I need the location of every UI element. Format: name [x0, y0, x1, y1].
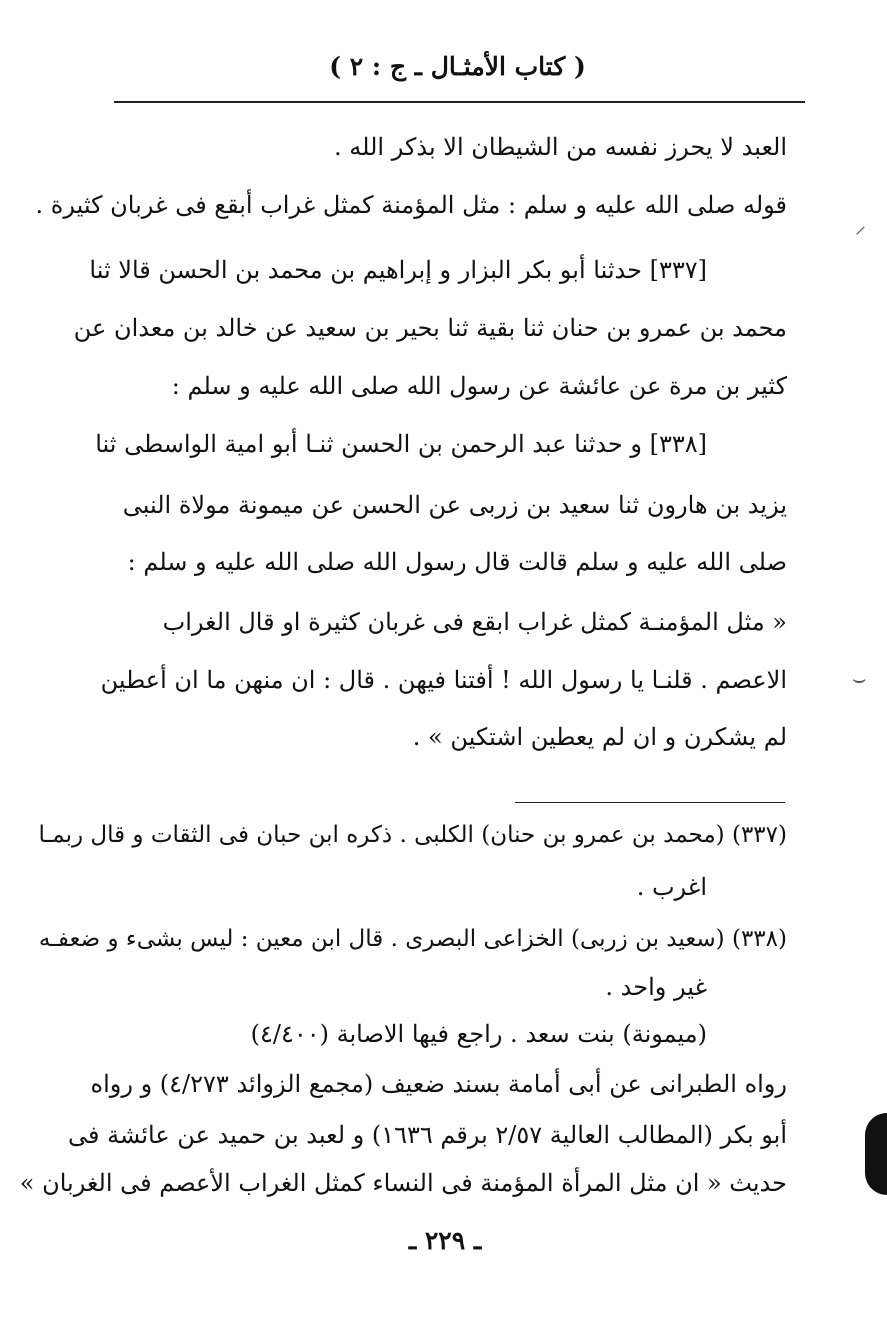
footnote-takhrij: أبو بكر (المطالب العالية ٢/٥٧ برقم ١٦٣٦) و لعبد بن حميد عن عائشة فى — [67, 1121, 787, 1149]
body-line-matn: « مثل المؤمنـة كمثل غراب ابقع فى غربان كثيرة او قال الغراب — [162, 608, 787, 636]
footnote-divider — [515, 802, 785, 803]
body-line-hadith-338: [٣٣٨] و حدثنا عبد الرحمن بن الحسن ثنـا أبو امية الواسطى ثنا — [95, 430, 707, 458]
scan-edge-blot — [865, 1113, 887, 1195]
footnote-takhrij: حديث « ان مثل المرأة المؤمنة فى النساء كمثل الغراب الأعصم فى الغربان » — [19, 1169, 787, 1197]
footnote-takhrij: رواه الطبرانى عن أبى أمامة بسند ضعيف (مجمع الزوائد ٤/٢٧٣) و رواه — [90, 1070, 787, 1098]
body-line: كثير بن مرة عن عائشة عن رسول الله صلى الله عليه و سلم : — [171, 372, 787, 400]
body-line-matn: الاعصم . قلنـا يا رسول الله ! أفتنا فيهن . قال : ان منهن ما ان أعطين — [100, 666, 787, 694]
page-header-title: ( كتاب الأمثـال ـ ج : ٢ ) — [329, 52, 586, 81]
footnote-337-cont: اغرب . — [636, 873, 707, 901]
body-line: صلى الله عليه و سلم قالت قال رسول الله صلى الله عليه و سلم : — [127, 548, 787, 576]
body-line: يزيد بن هارون ثنا سعيد بن زربى عن الحسن عن ميمونة مولاة النبى — [122, 491, 787, 519]
header-divider — [114, 101, 805, 103]
footnote-338-cont: غير واحد . — [605, 973, 707, 1001]
page-number: ـ ٢٢٩ ـ — [408, 1226, 482, 1255]
body-line-hadith-337: [٣٣٧] حدثنا أبو بكر البزار و إبراهيم بن محمد بن الحسن قالا ثنا — [89, 256, 707, 284]
body-line: قوله صلى الله عليه و سلم : مثل المؤمنة كمثل غراب أبقع فى غربان كثيرة . — [35, 191, 787, 219]
footnote-maymuna: (ميمونة) بنت سعد . راجع فيها الاصابة (٤/٤٠٠) — [250, 1020, 707, 1048]
footnote-338: (٣٣٨) (سعيد بن زربى) الخزاعى البصرى . قال ابن معين : ليس بشىء و ضعفـه — [38, 926, 787, 952]
body-line: العبد لا يحرز نفسه من الشيطان الا بذكر الله . — [334, 133, 787, 161]
body-line: محمد بن عمرو بن حنان ثنا بقية ثنا بحير بن سعيد عن خالد بن معدان عن — [73, 314, 787, 342]
body-line-matn: لم يشكرن و ان لم يعطين اشتكين » . — [412, 723, 787, 751]
footnote-337: (٣٣٧) (محمد بن عمرو بن حنان) الكلبى . ذكره ابن حبان فى الثقات و قال ربمـا — [38, 822, 787, 848]
margin-annotation-mark: ⸝ — [855, 214, 867, 239]
margin-annotation-mark: ⌣ — [852, 667, 867, 692]
